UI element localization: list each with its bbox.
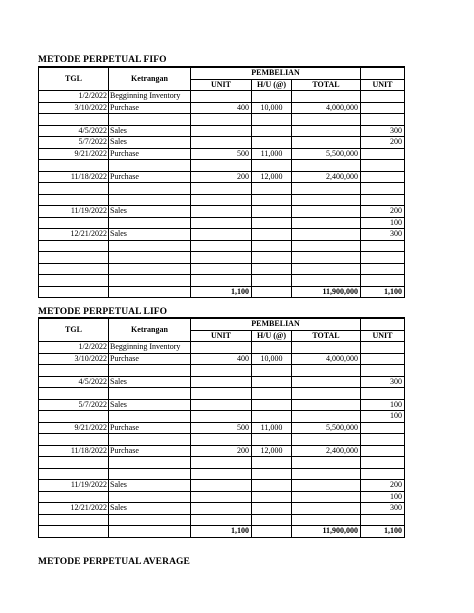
table-row (39, 183, 405, 195)
date-cell (39, 491, 109, 503)
header-blank (361, 67, 405, 79)
header-hu: H/U (@) (252, 330, 292, 342)
totals-empty-cell (109, 286, 191, 298)
date-cell: 1/2/2022 (39, 91, 109, 103)
unit-2-cell (361, 514, 405, 526)
unit-price-cell: 10,000 (252, 353, 292, 365)
unit-price-cell (252, 376, 292, 388)
date-cell (39, 252, 109, 264)
table-row (39, 194, 405, 206)
unit-price-cell (252, 491, 292, 503)
total-cell: 4,000,000 (292, 102, 361, 114)
total-cell (292, 468, 361, 480)
unit-price-cell: 10,000 (252, 102, 292, 114)
total-cell (292, 217, 361, 229)
unit-cell (191, 160, 252, 172)
unit-cell (191, 275, 252, 287)
table-row (39, 125, 405, 137)
total-cell (292, 411, 361, 423)
date-cell (39, 194, 109, 206)
unit-price-cell (252, 217, 292, 229)
header-unit-2: UNIT (361, 330, 405, 342)
description-cell (109, 183, 191, 195)
unit-cell (191, 183, 252, 195)
total-cell (292, 229, 361, 241)
unit-2-cell (361, 434, 405, 446)
fifo-title: METODE PERPETUAL FIFO (38, 55, 167, 65)
total-cell (292, 503, 361, 515)
date-cell: 4/5/2022 (39, 376, 109, 388)
table-row (39, 171, 405, 183)
unit-2-cell: 200 (361, 137, 405, 149)
totals-empty-cell (39, 526, 109, 538)
table-row (39, 503, 405, 515)
unit-price-cell (252, 457, 292, 469)
unit-2-cell (361, 240, 405, 252)
table-row (39, 240, 405, 252)
unit-cell: 200 (191, 171, 252, 183)
table-row (39, 137, 405, 149)
total-cell: 4,000,000 (292, 353, 361, 365)
description-cell: Sales (109, 125, 191, 137)
description-cell (109, 491, 191, 503)
description-cell: Sales (109, 206, 191, 218)
unit-price-cell (252, 240, 292, 252)
lifo-table (38, 317, 405, 538)
description-cell: Sales (109, 480, 191, 492)
total-cell: 5,500,000 (292, 422, 361, 434)
description-cell (109, 114, 191, 126)
unit-2-cell: 300 (361, 503, 405, 515)
unit-2-cell: 300 (361, 125, 405, 137)
description-cell: Purchase (109, 102, 191, 114)
description-cell: Sales (109, 137, 191, 149)
unit-cell (191, 240, 252, 252)
description-cell: Purchase (109, 445, 191, 457)
unit-price-cell: 11,000 (252, 148, 292, 160)
unit-cell: 200 (191, 445, 252, 457)
unit-cell (191, 388, 252, 400)
unit-price-cell (252, 206, 292, 218)
unit-2-cell: 100 (361, 411, 405, 423)
total-cell (292, 137, 361, 149)
table-row (39, 342, 405, 354)
date-cell: 11/18/2022 (39, 171, 109, 183)
total-cell (292, 194, 361, 206)
unit-2-cell: 100 (361, 399, 405, 411)
unit-price-cell (252, 411, 292, 423)
totals-row (39, 286, 405, 298)
totals-unit-cell: 1,100 (191, 526, 252, 538)
unit-cell (191, 365, 252, 377)
date-cell: 9/21/2022 (39, 422, 109, 434)
unit-cell (191, 503, 252, 515)
unit-cell (191, 411, 252, 423)
total-cell (292, 399, 361, 411)
date-cell: 12/21/2022 (39, 229, 109, 241)
unit-2-cell (361, 160, 405, 172)
unit-cell (191, 342, 252, 354)
header-hu: H/U (@) (252, 79, 292, 91)
table-row (39, 434, 405, 446)
unit-price-cell (252, 434, 292, 446)
total-cell (292, 434, 361, 446)
unit-price-cell (252, 468, 292, 480)
header-tgl: TGL (39, 67, 109, 91)
total-cell (292, 342, 361, 354)
unit-price-cell (252, 91, 292, 103)
header-ketrangan: Ketrangan (109, 67, 191, 91)
date-cell (39, 263, 109, 275)
description-cell: Sales (109, 229, 191, 241)
unit-price-cell (252, 480, 292, 492)
unit-cell (191, 491, 252, 503)
unit-price-cell: 12,000 (252, 445, 292, 457)
unit-2-cell (361, 457, 405, 469)
totals-unit-cell: 1,100 (191, 286, 252, 298)
table-row (39, 252, 405, 264)
table-row (39, 365, 405, 377)
total-cell (292, 114, 361, 126)
date-cell (39, 388, 109, 400)
unit-price-cell (252, 229, 292, 241)
header-unit-2: UNIT (361, 79, 405, 91)
description-cell: Sales (109, 376, 191, 388)
unit-2-cell (361, 102, 405, 114)
table-row (39, 445, 405, 457)
table-row (39, 206, 405, 218)
description-cell (109, 468, 191, 480)
description-cell (109, 217, 191, 229)
totals-empty-cell (109, 526, 191, 538)
totals-unit-2-cell: 1,100 (361, 286, 405, 298)
description-cell: Sales (109, 503, 191, 515)
date-cell (39, 114, 109, 126)
totals-total-cell: 11,900,000 (292, 286, 361, 298)
header-ketrangan: Ketrangan (109, 318, 191, 342)
unit-cell (191, 229, 252, 241)
unit-price-cell (252, 114, 292, 126)
unit-cell (191, 217, 252, 229)
description-cell (109, 365, 191, 377)
total-cell (292, 125, 361, 137)
total-cell (292, 160, 361, 172)
header-tgl: TGL (39, 318, 109, 342)
unit-2-cell: 200 (361, 206, 405, 218)
unit-2-cell: 300 (361, 376, 405, 388)
unit-2-cell (361, 263, 405, 275)
description-cell (109, 252, 191, 264)
unit-2-cell: 200 (361, 480, 405, 492)
description-cell (109, 434, 191, 446)
totals-total-cell: 11,900,000 (292, 526, 361, 538)
date-cell (39, 514, 109, 526)
unit-2-cell: 100 (361, 491, 405, 503)
header-pembelian: PEMBELIAN (191, 318, 361, 330)
date-cell (39, 183, 109, 195)
description-cell (109, 457, 191, 469)
date-cell (39, 160, 109, 172)
table-row (39, 376, 405, 388)
unit-cell (191, 125, 252, 137)
total-cell: 5,500,000 (292, 148, 361, 160)
date-cell (39, 240, 109, 252)
total-cell (292, 480, 361, 492)
header-blank (361, 318, 405, 330)
unit-2-cell: 100 (361, 217, 405, 229)
description-cell: Purchase (109, 148, 191, 160)
unit-price-cell (252, 514, 292, 526)
unit-2-cell (361, 194, 405, 206)
table-row (39, 388, 405, 400)
unit-price-cell: 11,000 (252, 422, 292, 434)
header-total: TOTAL (292, 79, 361, 91)
total-cell: 2,400,000 (292, 445, 361, 457)
totals-row (39, 526, 405, 538)
table-row (39, 399, 405, 411)
unit-cell (191, 434, 252, 446)
total-cell (292, 365, 361, 377)
unit-price-cell (252, 342, 292, 354)
total-cell: 2,400,000 (292, 171, 361, 183)
description-cell (109, 388, 191, 400)
description-cell (109, 240, 191, 252)
table-row (39, 229, 405, 241)
unit-2-cell (361, 445, 405, 457)
table-row (39, 480, 405, 492)
unit-cell: 400 (191, 353, 252, 365)
table-row (39, 114, 405, 126)
date-cell (39, 457, 109, 469)
description-cell (109, 160, 191, 172)
description-cell (109, 194, 191, 206)
unit-cell (191, 114, 252, 126)
unit-2-cell (361, 252, 405, 264)
unit-cell (191, 480, 252, 492)
date-cell: 1/2/2022 (39, 342, 109, 354)
date-cell (39, 217, 109, 229)
totals-empty-cell (252, 286, 292, 298)
date-cell: 4/5/2022 (39, 125, 109, 137)
unit-cell: 400 (191, 102, 252, 114)
fifo-table (38, 66, 405, 298)
average-title: METODE PERPETUAL AVERAGE (38, 557, 190, 567)
table-row (39, 263, 405, 275)
unit-2-cell (361, 148, 405, 160)
unit-price-cell (252, 252, 292, 264)
description-cell (109, 411, 191, 423)
date-cell: 11/19/2022 (39, 206, 109, 218)
description-cell: Begginning Inventory (109, 91, 191, 103)
date-cell (39, 365, 109, 377)
table-row (39, 491, 405, 503)
total-cell (292, 206, 361, 218)
table-row (39, 217, 405, 229)
unit-2-cell (361, 183, 405, 195)
unit-2-cell: 300 (361, 229, 405, 241)
table-row (39, 102, 405, 114)
date-cell: 5/7/2022 (39, 137, 109, 149)
description-cell (109, 514, 191, 526)
unit-price-cell (252, 183, 292, 195)
unit-cell: 500 (191, 422, 252, 434)
unit-2-cell (361, 388, 405, 400)
totals-empty-cell (39, 286, 109, 298)
header-total: TOTAL (292, 330, 361, 342)
unit-2-cell (361, 353, 405, 365)
unit-cell (191, 457, 252, 469)
description-cell: Purchase (109, 171, 191, 183)
table-row (39, 275, 405, 287)
unit-price-cell (252, 263, 292, 275)
unit-price-cell (252, 388, 292, 400)
unit-price-cell (252, 399, 292, 411)
table-row (39, 457, 405, 469)
description-cell (109, 275, 191, 287)
total-cell (292, 252, 361, 264)
table-row (39, 514, 405, 526)
description-cell: Begginning Inventory (109, 342, 191, 354)
unit-2-cell (361, 422, 405, 434)
description-cell: Purchase (109, 353, 191, 365)
total-cell (292, 388, 361, 400)
date-cell: 3/10/2022 (39, 353, 109, 365)
table-row (39, 411, 405, 423)
unit-cell (191, 376, 252, 388)
table-row (39, 148, 405, 160)
unit-cell (191, 514, 252, 526)
unit-price-cell (252, 125, 292, 137)
table-row (39, 468, 405, 480)
total-cell (292, 275, 361, 287)
unit-cell: 500 (191, 148, 252, 160)
total-cell (292, 263, 361, 275)
unit-cell (191, 91, 252, 103)
unit-2-cell (361, 365, 405, 377)
date-cell (39, 411, 109, 423)
total-cell (292, 240, 361, 252)
total-cell (292, 376, 361, 388)
description-cell: Purchase (109, 422, 191, 434)
total-cell (292, 457, 361, 469)
date-cell (39, 468, 109, 480)
total-cell (292, 91, 361, 103)
unit-price-cell: 12,000 (252, 171, 292, 183)
unit-cell (191, 263, 252, 275)
description-cell (109, 263, 191, 275)
date-cell: 11/18/2022 (39, 445, 109, 457)
unit-price-cell (252, 160, 292, 172)
table-row (39, 91, 405, 103)
unit-2-cell (361, 342, 405, 354)
header-pembelian: PEMBELIAN (191, 67, 361, 79)
header-unit: UNIT (191, 330, 252, 342)
unit-price-cell (252, 503, 292, 515)
unit-2-cell (361, 171, 405, 183)
unit-price-cell (252, 365, 292, 377)
date-cell: 3/10/2022 (39, 102, 109, 114)
table-row (39, 422, 405, 434)
unit-cell (191, 399, 252, 411)
total-cell (292, 514, 361, 526)
date-cell (39, 434, 109, 446)
total-cell (292, 491, 361, 503)
date-cell: 9/21/2022 (39, 148, 109, 160)
unit-cell (191, 194, 252, 206)
unit-cell (191, 137, 252, 149)
unit-cell (191, 468, 252, 480)
header-unit: UNIT (191, 79, 252, 91)
unit-price-cell (252, 137, 292, 149)
date-cell: 5/7/2022 (39, 399, 109, 411)
lifo-title: METODE PERPETUAL LIFO (38, 307, 168, 317)
unit-2-cell (361, 468, 405, 480)
total-cell (292, 183, 361, 195)
unit-2-cell (361, 114, 405, 126)
description-cell: Sales (109, 399, 191, 411)
unit-2-cell (361, 91, 405, 103)
unit-cell (191, 206, 252, 218)
unit-2-cell (361, 275, 405, 287)
date-cell (39, 275, 109, 287)
totals-empty-cell (252, 526, 292, 538)
date-cell: 11/19/2022 (39, 480, 109, 492)
unit-cell (191, 252, 252, 264)
totals-unit-2-cell: 1,100 (361, 526, 405, 538)
unit-price-cell (252, 194, 292, 206)
date-cell: 12/21/2022 (39, 503, 109, 515)
table-row (39, 160, 405, 172)
unit-price-cell (252, 275, 292, 287)
table-row (39, 353, 405, 365)
